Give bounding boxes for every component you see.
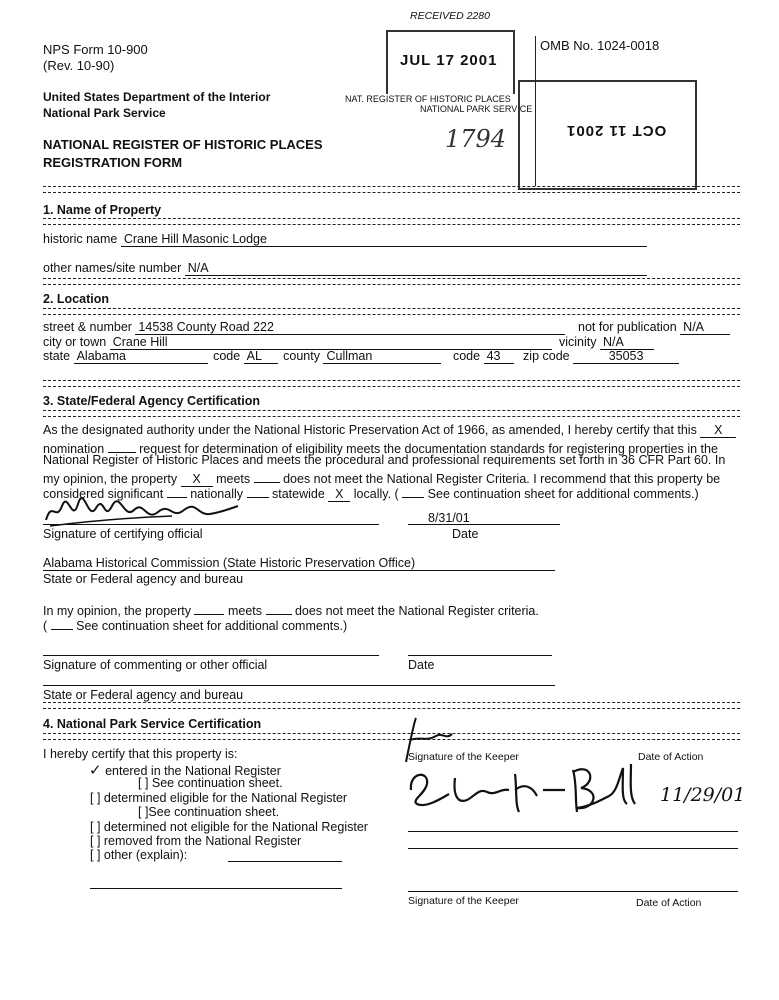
received-stamp-date: JUL 17 2001 [400,52,498,69]
opinion-line: In my opinion, the property meets does not meet the National Register criteria. [43,600,539,618]
city-label: city or town [43,335,107,349]
oct-stamp-date: OCT 11 2001 [566,122,667,139]
certification-line4: my opinion, the property X meets does not meet the National Register Criteria. I recommend that this property be [43,468,720,487]
see-continuation-2[interactable]: [ ]See continuation sheet. [138,805,280,819]
other-names-row [43,261,647,276]
action-label-top: Date of Action [638,751,704,763]
action-label-bottom: Date of Action [636,897,702,909]
commenting-date-label: Date [408,658,435,672]
county-value[interactable]: Cullman [323,349,441,364]
agency-value[interactable]: Alabama Historical Commission (State Historic Preservation Office) [43,556,416,570]
certification-line1: As the designated authority under the National Historic Preservation Act of 1966, as amended, I hereby certify that this X [43,423,736,438]
omb-number: OMB No. 1024-0018 [540,38,660,53]
department-name: United States Department of the Interior [43,90,271,104]
nps-intro: I hereby certify that this property is: [43,747,238,761]
vicinity-value[interactable]: N/A [600,335,654,350]
statewide-mark[interactable] [247,483,269,498]
rule [43,410,740,417]
state-row [43,349,679,364]
section3-heading: 3. State/Federal Agency Certification [43,394,260,408]
rule [43,218,740,225]
rule [43,733,740,740]
certifying-signature-line [43,524,379,525]
state-code-value[interactable]: AL [244,349,278,364]
city-value[interactable]: Crane Hill [110,335,552,350]
other-names-label: other names/site number [43,261,182,275]
certifying-signature-label: Signature of certifying official [43,527,203,541]
commenting-signature-label: Signature of commenting or other official [43,658,268,672]
park-service-stamp: NATIONAL PARK SERVICE [420,104,533,114]
zip-label: zip code [523,349,570,363]
keeper-signature [405,760,645,822]
keeper-line-2 [408,848,738,849]
certifying-date-value[interactable]: 8/31/01 [428,511,470,525]
historic-name-row [43,232,647,247]
rule [43,278,740,285]
agency-label: State or Federal agency and bureau [43,572,244,586]
county-label: county [283,349,320,363]
handwritten-number: 1794 [445,125,507,153]
service-name: National Park Service [43,106,166,120]
form-revision: (Rev. 10-90) [43,58,115,73]
county-code-label: code [452,349,481,363]
rule [43,380,740,387]
commenting-date-line [408,655,552,656]
keeper-label-top: Signature of the Keeper [408,751,519,763]
street-row [43,320,565,335]
state-code-label: code [213,349,241,363]
rule [43,308,740,315]
certification-line2: nomination request for determination of eligibility meets the documentation standards for registering properties in the [43,438,718,456]
certifying-date-line [408,524,560,525]
form-title-line2: REGISTRATION FORM [43,155,183,170]
historic-name-label: historic name [43,232,118,246]
not-meet-criteria-mark[interactable] [254,468,280,483]
other-explain-line [228,861,342,862]
certify-nomination-mark[interactable]: X [700,423,736,438]
vicinity-label: vicinity [559,335,597,349]
form-title-line1: NATIONAL REGISTER OF HISTORIC PLACES [43,137,323,152]
entered-label: entered in the National Register [105,764,281,778]
keeper-label-bottom: Signature of the Keeper [408,895,519,907]
certifying-date-label: Date [452,527,479,541]
not-for-publication-row [578,320,730,335]
agency-line [43,570,555,571]
rule [43,186,740,193]
removed-from-register[interactable]: [ ] removed from the National Register [90,834,302,848]
certification-line3: National Register of Historic Places and meets the procedural and professional requirements set forth in 36 CFR Part 60. In [43,453,726,467]
other-names-value[interactable]: N/A [185,261,647,276]
city-row [43,335,552,350]
opinion-meets-mark[interactable] [194,600,224,615]
state-value[interactable]: Alabama [74,349,208,364]
keeper-line-1 [408,831,738,832]
meets-criteria-mark[interactable]: X [181,472,213,487]
see-continuation-1[interactable]: [ ] See continuation sheet. [138,776,283,790]
omb-divider [535,36,536,186]
opinion-not-meet-mark[interactable] [266,600,292,615]
certification-line5: considered significant nationally statewide X locally. ( See continuation sheet for additional comments.) [43,483,699,502]
agency2-label: State or Federal agency and bureau [43,688,244,702]
determined-eligible[interactable]: [ ] determined eligible for the National Register [90,791,348,805]
opinion-continuation-mark[interactable] [51,615,73,630]
not-for-publication-value[interactable]: N/A [680,320,730,335]
street-value[interactable]: 14538 County Road 222 [135,320,565,335]
street-label: street & number [43,320,132,334]
section2-heading: 2. Location [43,292,109,306]
determined-not-eligible[interactable]: [ ] determined not eligible for the National Register [90,820,368,834]
section4-heading: 4. National Park Service Certification [43,717,262,731]
keeper-line-3 [408,891,738,892]
commenting-signature-line [43,655,379,656]
agency2-line [43,685,555,686]
section1-heading: 1. Name of Property [43,203,162,217]
keeper-handwritten-date[interactable]: 11/29/01 [660,784,746,806]
continuation-mark[interactable] [402,483,424,498]
not-for-publication-label: not for publication [578,320,677,334]
form-number: NPS Form 10-900 [43,42,148,57]
opinion-continuation-line: ( See continuation sheet for additional comments.) [43,615,347,633]
historic-name-value[interactable]: Crane Hill Masonic Lodge [121,232,647,247]
county-code-value[interactable]: 43 [484,349,514,364]
entered-check-mark[interactable]: ✓ [89,762,102,779]
received-stamp-text: RECEIVED 2280 [410,10,490,22]
state-label: state [43,349,71,363]
other-explain[interactable]: [ ] other (explain): [90,848,188,862]
nat-register-stamp: NAT. REGISTER OF HISTORIC PLACES [345,94,511,104]
certify-request-mark[interactable] [108,438,136,453]
zip-value[interactable]: 35053 [573,349,679,364]
rule [43,702,740,709]
vicinity-row [559,335,654,350]
other-explain-line-2 [90,888,342,889]
local-mark[interactable]: X [328,487,350,502]
